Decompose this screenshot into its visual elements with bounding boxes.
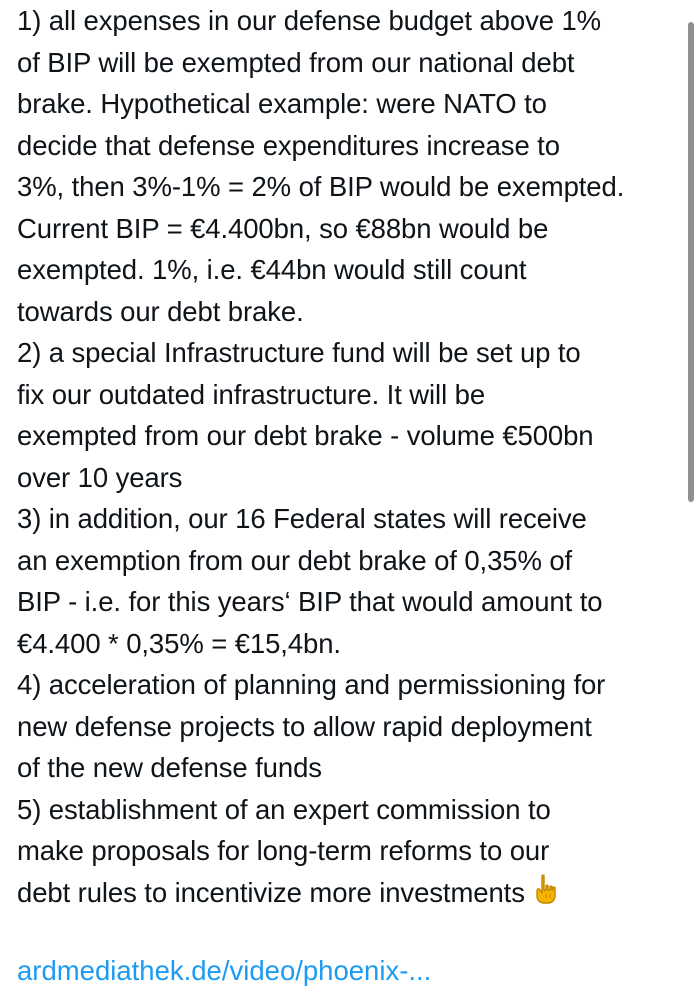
post-text-line: 3%, then 3%-1% = 2% of BIP would be exempted.	[17, 171, 625, 202]
post-text	[17, 0, 681, 913]
post-text-line: of BIP will be exempted from our national debt	[17, 46, 575, 78]
article-link[interactable]: ardmediathek.de/video/phoenix-...	[17, 955, 432, 986]
pointing-down-hand-icon	[533, 874, 559, 918]
post-text-line: 2) a special Infrastructure fund will be set up to	[17, 337, 581, 368]
post-text-line: Current BIP = €4.400bn, so €88bn would be	[17, 212, 549, 244]
post-text-line-content: debt rules to incentivize more investments	[17, 876, 525, 908]
post-text-line: over 10 years	[17, 461, 183, 493]
post-text-line: 4) acceleration of planning and permissioning for	[17, 669, 606, 700]
post-text-line: new defense projects to allow rapid deployment	[17, 710, 592, 742]
post-text-line: 1) all expenses in our defense budget above 1%	[17, 5, 602, 36]
post-text-line: €4.400 * 0,35% = €15,4bn.	[17, 627, 341, 659]
scrollbar[interactable]	[686, 0, 696, 1000]
post-text-line: of the new defense funds	[17, 752, 322, 783]
post-text-line: 5) establishment of an expert commission to	[17, 793, 551, 825]
post-text-line: decide that defense expenditures increase to	[17, 129, 560, 161]
post-text-line: towards our debt brake.	[17, 295, 304, 327]
post-text-line: an exemption from our debt brake of 0,35% of	[17, 544, 573, 576]
post-text-line: 3) in addition, our 16 Federal states will receive	[17, 503, 587, 534]
post-text-line: exempted from our debt brake - volume €500bn	[17, 420, 594, 451]
post-text-line: BIP - i.e. for this years‘ BIP that would amount to	[17, 586, 603, 617]
post-text-line: brake. Hypothetical example: were NATO to	[17, 88, 547, 119]
post-text-line: exempted. 1%, i.e. €44bn would still count	[17, 254, 527, 285]
post-text-line: fix our outdated infrastructure. It will be	[17, 378, 486, 410]
scrollbar-thumb[interactable]	[688, 22, 694, 502]
post-text-line-last	[17, 872, 681, 914]
link-row	[17, 950, 431, 992]
post-text-line: make proposals for long-term reforms to our	[17, 835, 550, 866]
